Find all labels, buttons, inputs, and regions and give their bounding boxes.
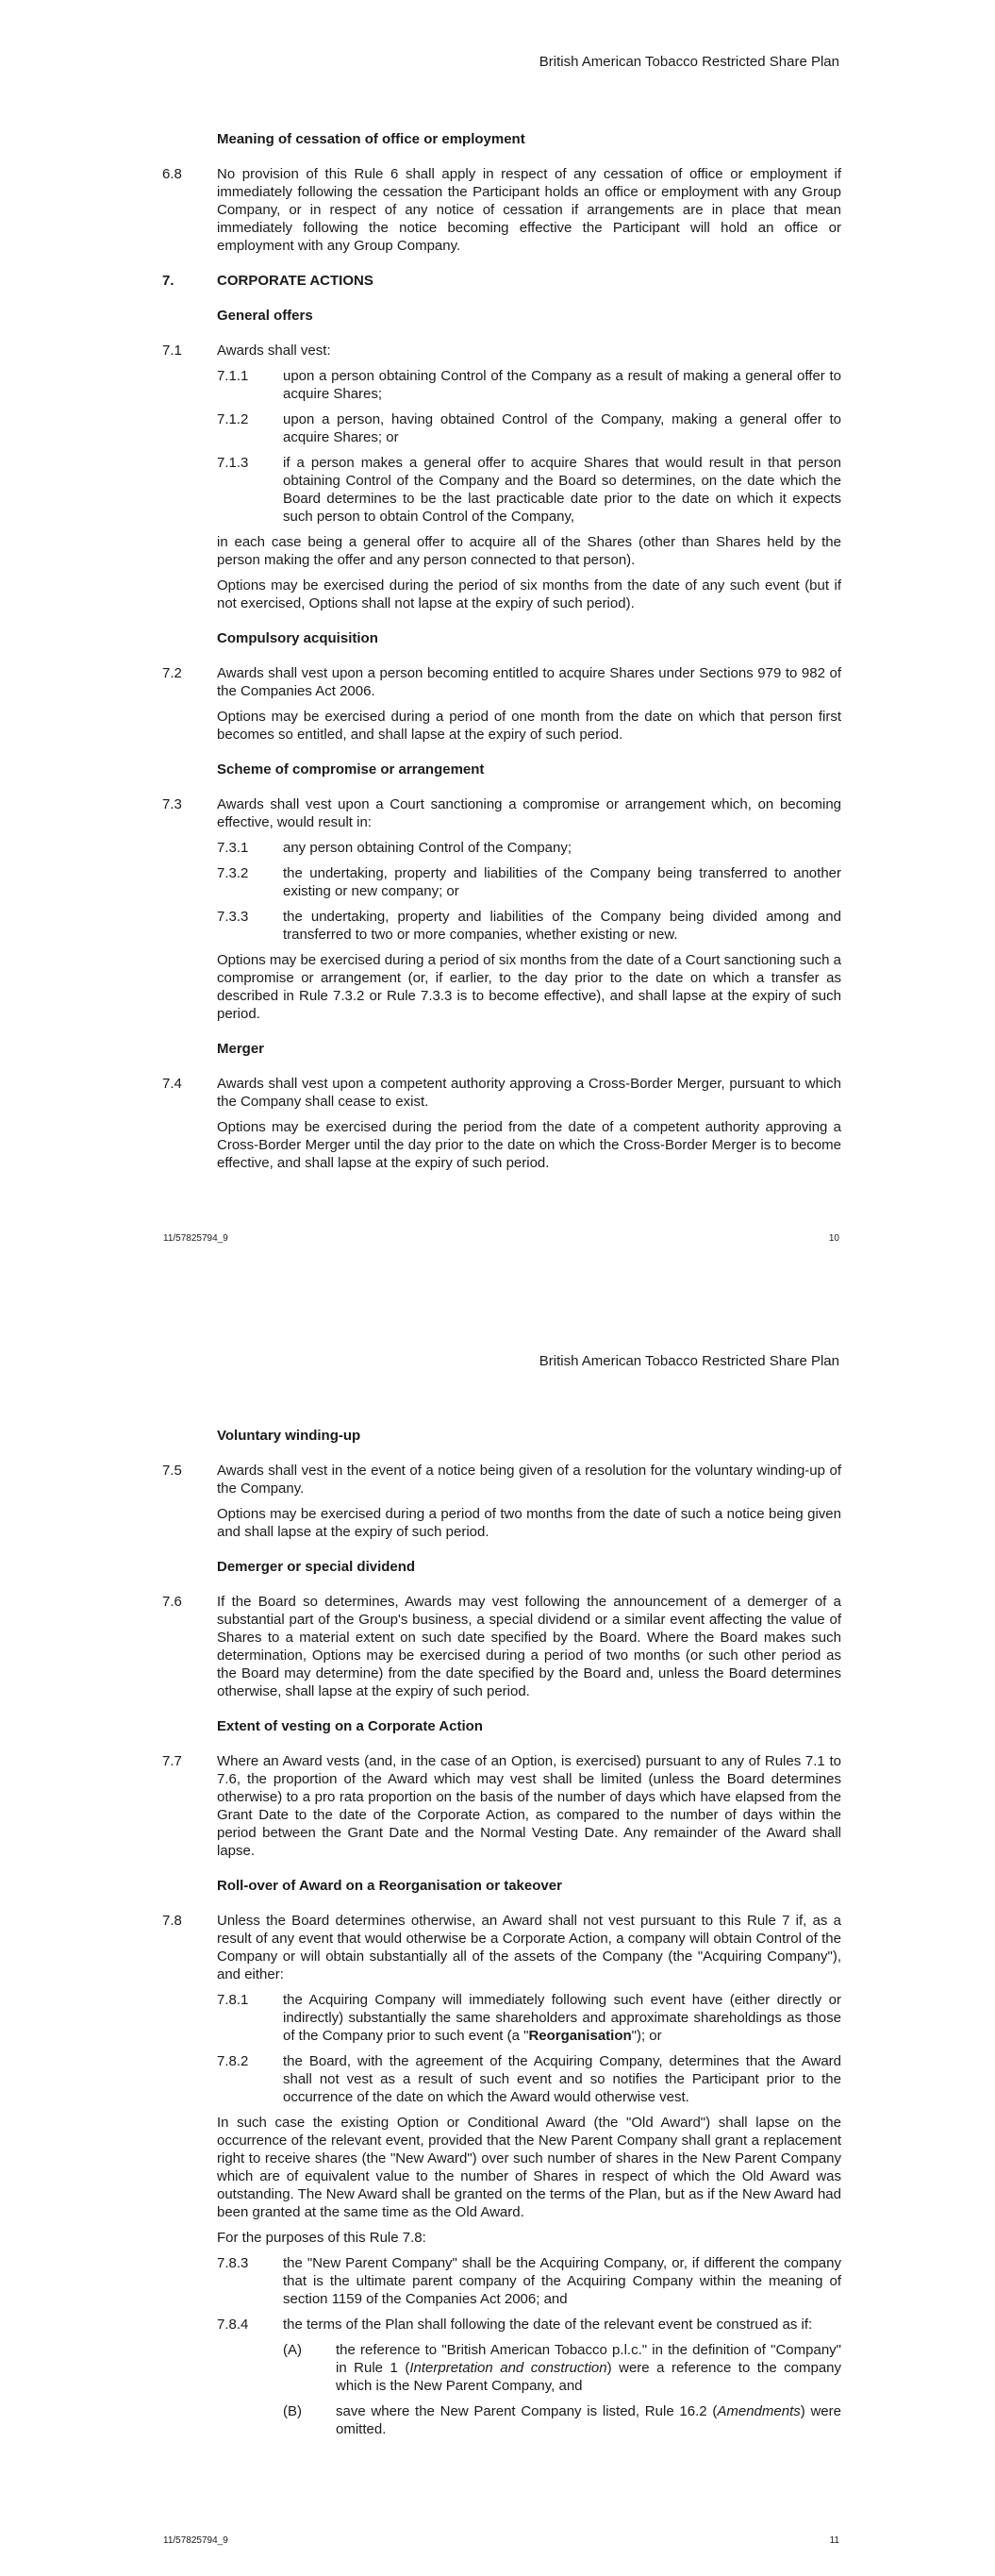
rule-7-2-paragraph: Options may be exercised during a period of one month from the date on which that person first becomes so entitled, and shall lapse at the expiry of such period. — [217, 709, 841, 743]
heading-scheme: Scheme of compromise or arrangement — [217, 761, 485, 778]
clause-text-part: ) were omitted. — [336, 2403, 841, 2437]
clause-text-part: save where the New Parent Company is listed, Rule 16.2 ( — [336, 2403, 718, 2419]
rule-7-8-4-a — [283, 2341, 841, 2395]
rule-7-1 — [162, 342, 841, 360]
rule-7-4-paragraph: Options may be exercised during the period from the date of a competent authority approving a Cross-Border Merger until the day prior to the date on which the Cross-Border Merger is to become effective, and shall lapse at the expiry of such period. — [217, 1119, 841, 1171]
clause-text — [336, 2341, 841, 2395]
rule-7-1-paragraph-1: in each case being a general offer to acquire all of the Shares (other than Shares held by the person making the offer and any person connected to that person). — [217, 534, 841, 568]
heading-demerger: Demerger or special dividend — [217, 1559, 416, 1575]
rule-7-2 — [162, 664, 841, 700]
document-page-11 — [0, 1288, 995, 2576]
subrule-text: any person obtaining Control of the Company; — [283, 840, 572, 856]
subrule-number: 7.8.1 — [217, 1992, 249, 2008]
subrule-number: 7.1.1 — [217, 368, 249, 384]
section-7-heading — [162, 272, 841, 290]
rule-number: 7.6 — [162, 1594, 182, 1610]
clause-italic-reference: Interpretation and construction — [409, 2360, 607, 2376]
clause-text-part: ) were a reference to the company which is the New Parent Company, and — [336, 2360, 842, 2394]
defined-term-reorganisation: Reorganisation — [528, 2028, 632, 2044]
rule-7-3-paragraph: Options may be exercised during a period of six months from the date of a Court sanctioning such a compromise or arrangement (or, if earlier, to the day prior to the date on which a transfer as described in Rule 7.3.2 or Rule 7.3.3 is to become effective), and shall lapse at the expiry of such period. — [217, 952, 841, 1022]
rule-7-5 — [162, 1462, 841, 1497]
rule-text: Awards shall vest upon a competent authority approving a Cross-Border Merger, pursuant to which the Company shall cease to exist. — [217, 1076, 841, 1110]
heading-compulsory-acquisition: Compulsory acquisition — [217, 630, 378, 646]
rule-number: 7.7 — [162, 1753, 182, 1769]
rule-number: 7.1 — [162, 343, 182, 359]
rule-text: Unless the Board determines otherwise, an Award shall not vest pursuant to this Rule 7 if, as a result of any event that would otherwise be a Corporate Action, a company will obtain Control of the Company or will obtain substantially all of the assets of the Company (the "Acquiring Company"), and either: — [217, 1913, 841, 1982]
rule-7-1-2 — [217, 410, 841, 446]
footer-reference: 11/57825794_9 — [163, 2535, 228, 2546]
rule-7-8-3 — [217, 2254, 841, 2308]
rule-text: Where an Award vests (and, in the case of an Option, is exercised) pursuant to any of Rules 7.1 to 7.6, the proportion of the Award which may vest shall be limited (unless the Board determines otherwise) to a pro rata proportion on the basis of the number of days which have elapsed from the Grant Date to the date of the Corporate Action, as compared to the number of days within the period between the Grant Date and the Normal Vesting Date. Any remainder of the Award shall lapse. — [217, 1753, 841, 1859]
page-header-title: British American Tobacco Restricted Share Plan — [539, 54, 839, 70]
rule-6-8 — [162, 165, 841, 255]
rule-7-8-4 — [217, 2316, 841, 2333]
rule-7-4 — [162, 1075, 841, 1111]
rule-text: If the Board so determines, Awards may vest following the announcement of a demerger of a substantial part of the Group's business, a special dividend or a similar event affecting the value of Shares to a material extent on such date specified by the Board. Where the Board makes such determination, Options may be exercised during a period of two months (or such other period as the Board may determine) from the date specified by the Board and, unless the Board determines otherwise, shall lapse at the expiry of such period. — [217, 1594, 841, 1699]
rule-7-8 — [162, 1912, 841, 1983]
rule-7-3-1 — [217, 839, 841, 857]
rule-7-8-4-b — [283, 2402, 841, 2438]
rule-number: 7.5 — [162, 1463, 182, 1479]
rule-7-5-paragraph: Options may be exercised during a period of two months from the date of such a notice being given and shall lapse at the expiry of such period. — [217, 1506, 841, 1540]
subrule-text: the "New Parent Company" shall be the Acquiring Company, or, if different the company that is the ultimate parent company of the Acquiring Company within the meaning of section 1159 of the Companies Act 2006; and — [283, 2255, 841, 2307]
rule-7-6 — [162, 1593, 841, 1700]
rule-7-1-1 — [217, 367, 841, 403]
rule-text: Awards shall vest upon a person becoming entitled to acquire Shares under Sections 979 to 982 of the Companies Act 2006. — [217, 665, 841, 699]
rule-7-3 — [162, 795, 841, 831]
rule-number: 7.3 — [162, 796, 182, 812]
rule-7-1-paragraph-2: Options may be exercised during the period of six months from the date of any such event (but if not exercised, Options shall not lapse at the expiry of such period). — [217, 577, 841, 611]
page-number: 11 — [829, 2535, 839, 2546]
subrule-text: the undertaking, property and liabilities of the Company being transferred to another existing or new company; or — [283, 865, 841, 899]
subrule-text: the terms of the Plan shall following the date of the relevant event be construed as if: — [283, 2317, 813, 2333]
subrule-text-part: "); or — [631, 2028, 662, 2044]
page-number: 10 — [828, 1233, 839, 1244]
rule-number: 7.4 — [162, 1076, 182, 1092]
rule-number: 7.8 — [162, 1913, 182, 1929]
rule-7-8-1 — [217, 1991, 841, 2045]
subrule-text: upon a person obtaining Control of the Company as a result of making a general offer to acquire Shares; — [283, 368, 841, 402]
rule-7-8-paragraph-2: For the purposes of this Rule 7.8: — [217, 2230, 426, 2246]
rule-7-3-3 — [217, 908, 841, 944]
subrule-text: if a person makes a general offer to acquire Shares that would result in that person obtaining Control of the Company and the Board so determines, on the date which the Board determines to be the last practicable date prior to the date on which it expects such person to obtain Control of the Company, — [283, 455, 841, 525]
rule-number: 6.8 — [162, 166, 182, 182]
rule-text: Awards shall vest: — [217, 343, 331, 359]
rule-text: Awards shall vest in the event of a notice being given of a resolution for the voluntary winding-up of the Company. — [217, 1463, 841, 1497]
subrule-text — [283, 1991, 841, 2045]
section-number: 7. — [162, 273, 174, 289]
clause-number: (A) — [283, 2342, 302, 2358]
clause-text — [336, 2402, 841, 2438]
subrule-number: 7.3.2 — [217, 865, 249, 881]
page-body — [162, 130, 841, 1179]
page-header-title: British American Tobacco Restricted Share Plan — [539, 1353, 839, 1369]
subrule-number: 7.1.2 — [217, 411, 249, 427]
heading-cessation: Meaning of cessation of office or employment — [217, 131, 525, 147]
heading-general-offers: General offers — [217, 308, 313, 324]
subrule-number: 7.8.3 — [217, 2255, 249, 2271]
subrule-text-part: the Acquiring Company will immediately following such event have (either directly or indirectly) substantially the same shareholders and approximate shareholdings as those of the Company prior to such event (a " — [283, 1992, 841, 2044]
section-title: CORPORATE ACTIONS — [217, 273, 373, 289]
subrule-number: 7.1.3 — [217, 455, 249, 471]
heading-extent-of-vesting: Extent of vesting on a Corporate Action — [217, 1718, 483, 1734]
rule-7-3-2 — [217, 864, 841, 900]
rule-7-8-paragraph-1: In such case the existing Option or Conditional Award (the "Old Award") shall lapse on the occurrence of the relevant event, provided that the New Parent Company shall grant a replacement right to receive shares (the "New Award") over such number of shares in the New Parent Company which are of equivalent value to the number of Shares in respect of which the Old Award was outstanding. The New Award shall be granted on the terms of the Plan, but as if the New Award had been granted at the same time as the Old Award. — [217, 2115, 841, 2220]
rule-text: Awards shall vest upon a Court sanctioning a compromise or arrangement which, on becoming effective, would result in: — [217, 796, 841, 830]
subrule-text: upon a person, having obtained Control of the Company, making a general offer to acquire Shares; or — [283, 411, 841, 445]
subrule-number: 7.3.1 — [217, 840, 249, 856]
subrule-text: the undertaking, property and liabilities of the Company being divided among and transferred to two or more companies, whether existing or new. — [283, 909, 841, 943]
subrule-text: the Board, with the agreement of the Acquiring Company, determines that the Award shall not vest as a result of such event and so notifies the Participant prior to the occurrence of the date on which the Award would otherwise vest. — [283, 2053, 841, 2105]
rule-7-7 — [162, 1752, 841, 1860]
rule-7-1-3 — [217, 454, 841, 526]
subrule-number: 7.8.2 — [217, 2053, 249, 2069]
page-body — [162, 1427, 841, 2446]
subrule-number: 7.8.4 — [217, 2317, 249, 2333]
clause-text-part: the reference to "British American Tobacco p.l.c." in the definition of "Company" in Rule 1 ( — [336, 2342, 841, 2376]
rule-text: No provision of this Rule 6 shall apply in respect of any cessation of office or employment if immediately following the cessation the Participant holds an office or employment with any Group Company, or in respect of any notice of cessation if arrangements are in place that mean immediately following the notice becoming effective the Participant will hold an office or employment with any Group Company. — [217, 166, 841, 254]
heading-roll-over: Roll-over of Award on a Reorganisation or takeover — [217, 1878, 562, 1894]
heading-merger: Merger — [217, 1041, 265, 1057]
rule-7-8-2 — [217, 2052, 841, 2106]
footer-reference: 11/57825794_9 — [163, 1233, 228, 1244]
heading-voluntary-winding-up: Voluntary winding-up — [217, 1428, 361, 1444]
subrule-number: 7.3.3 — [217, 909, 249, 925]
rule-number: 7.2 — [162, 665, 182, 681]
clause-number: (B) — [283, 2403, 302, 2419]
clause-italic-reference: Amendments — [717, 2403, 801, 2419]
